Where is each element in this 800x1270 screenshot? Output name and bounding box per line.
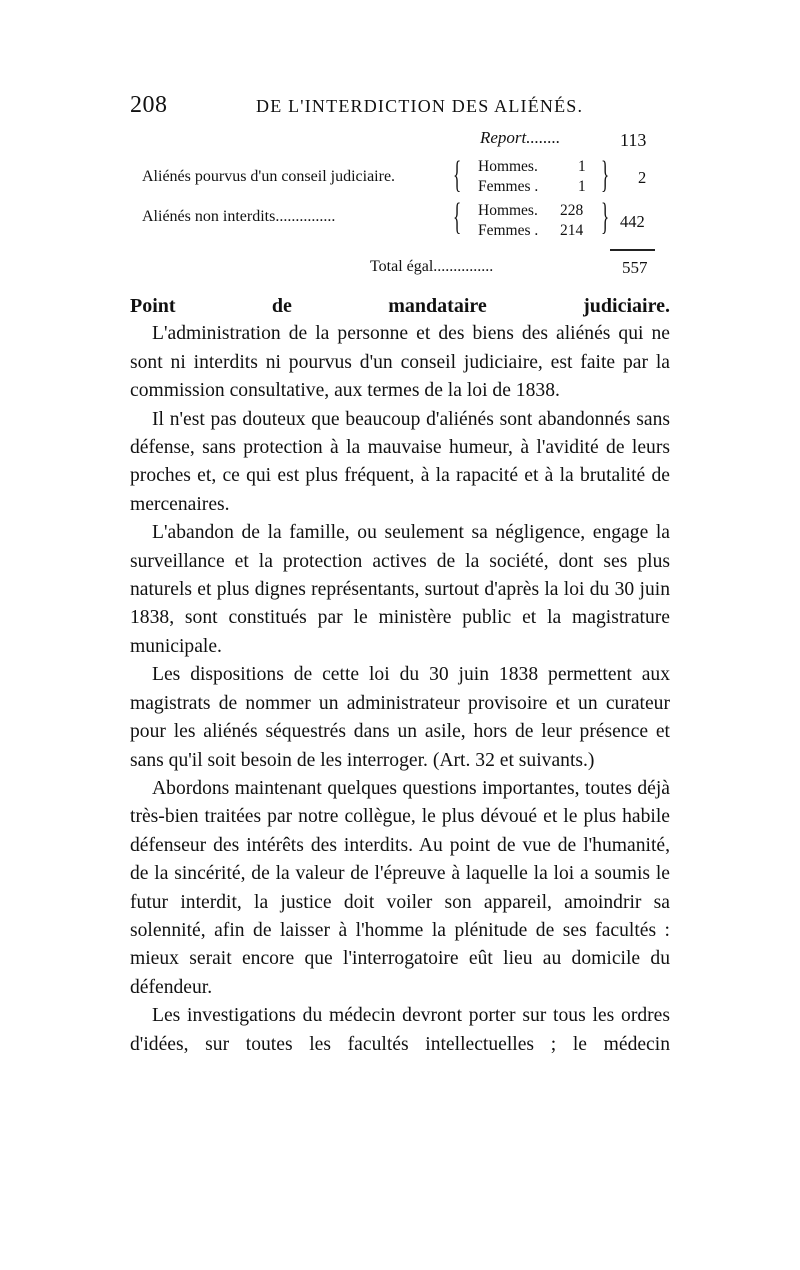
paragraph: Abordons maintenant quelques questions importantes, toutes déjà très-bien traitées par notre collègue, le plus dévoué et le plus habile défenseur des intérêts des interdits. Au point de vue de l'humanité, de la sincérité, de la valeur de l'épreuve à laquelle la loi a soumis le futur interdit, la justice doit voiler son appareil, amoindrir sa solennité, afin de laisser à l'homme la plénitude de ses facultés : mieux serait encore que l'interrogatoire eût lieu au domicile du défendeur. [130, 777, 670, 998]
sum-rule [610, 249, 655, 251]
body-text [130, 292, 670, 1059]
brace-right: } [601, 154, 610, 196]
sub-label-hommes: Hommes. [478, 158, 538, 175]
section-heading: Point de mandataire judiciaire. [130, 295, 670, 317]
total-value: 557 [622, 258, 648, 277]
row-label-non-interdits: Aliénés non interdits............... [142, 208, 336, 225]
paragraph: L'administration de la personne et des biens des aliénés qui ne sont ni interdits ni pourvus d'un conseil judiciaire, est faite par la commission consultative, aux termes de la loi de 1838. [130, 323, 670, 402]
brace-right: } [601, 196, 610, 238]
paragraph: L'abandon de la famille, ou seulement sa négligence, engage la surveillance et la protection actives de la société, dont ses plus naturels et plus dignes représentants, surtout d'après la loi du 30 juin 1838, sont constitués par le ministère public et la magistrature municipale. [130, 522, 670, 657]
page-header [130, 92, 675, 122]
total-label: Total égal............... [370, 258, 494, 275]
sub-label-femmes: Femmes . [478, 222, 539, 239]
row-total: 442 [620, 212, 645, 231]
page-number: 208 [130, 92, 168, 118]
sub-value: 1 [578, 158, 586, 175]
sub-label-femmes: Femmes . [478, 178, 539, 195]
row-label-conseil: Aliénés pourvus d'un conseil judiciaire. [142, 168, 396, 185]
paragraph: Les dispositions de cette loi du 30 juin 1838 permettent aux magistrats de nommer un administrateur provisoire et un curateur pour les aliénés séquestrés dans un asile, hors de leur présence et sans qu'il soit besoin de les interroger. (Art. 32 et suivants.) [130, 664, 670, 771]
brace-left: { [453, 154, 462, 196]
paragraph: Il n'est pas douteux que beaucoup d'aliénés sont abandonnés sans défense, sans protection à la mauvaise humeur, à l'avidité de leurs proches et, ce qui est plus fréquent, à la rapacité et à la brutalité de mercenaires. [130, 408, 670, 515]
row-total: 2 [638, 168, 647, 187]
running-title: DE L'INTERDICTION DES ALIÉNÉS. [256, 96, 584, 116]
sub-label-hommes: Hommes. [478, 202, 538, 219]
report-label: Report........ [480, 128, 561, 147]
report-value: 113 [620, 130, 647, 150]
paragraph: Les investigations du médecin devront porter sur tous les ordres d'idées, sur toutes les facultés intellectuelles ; le médecin [130, 1005, 670, 1055]
sub-value: 1 [578, 178, 586, 195]
sub-value: 228 [560, 202, 584, 219]
sub-value: 214 [560, 222, 584, 239]
brace-left: { [453, 196, 462, 238]
